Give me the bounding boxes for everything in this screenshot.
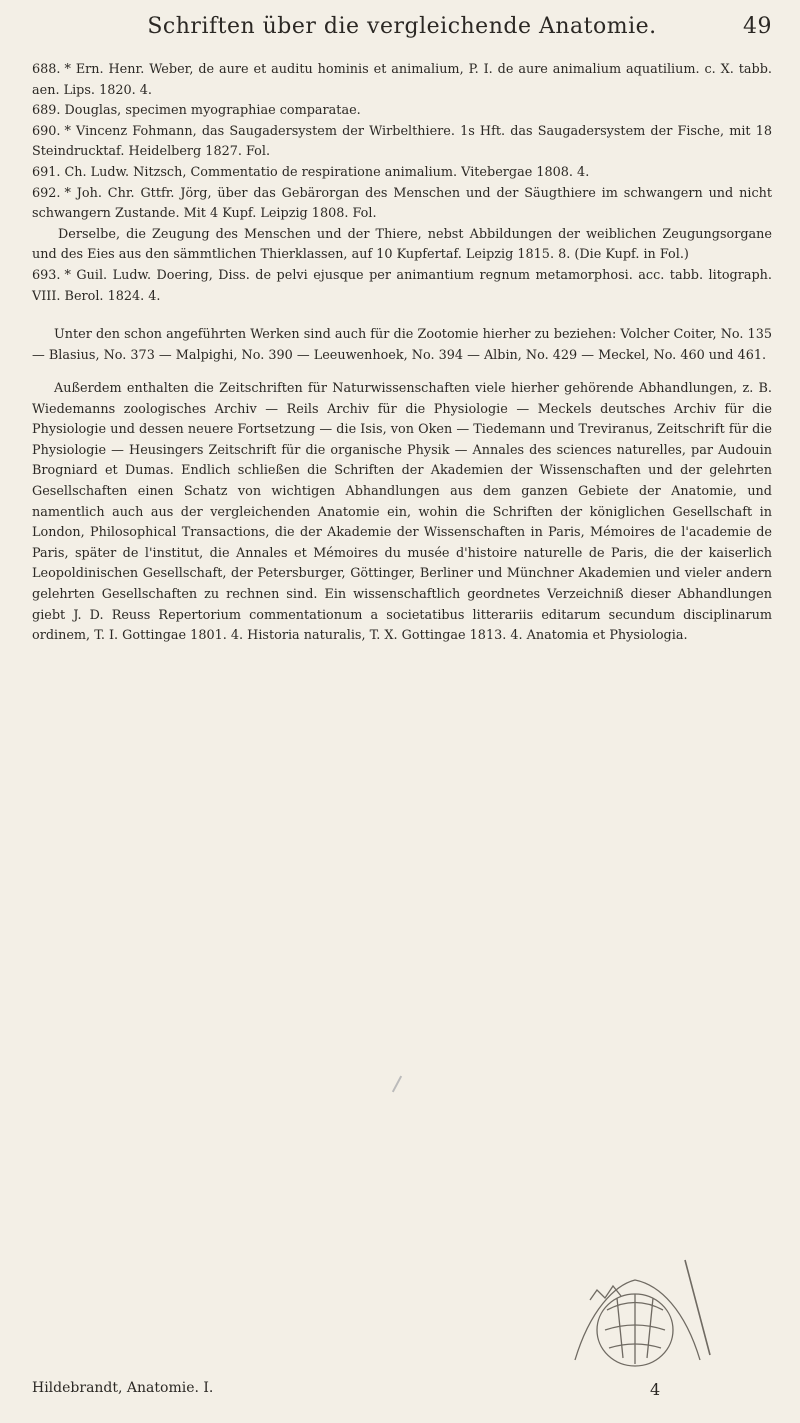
bibliography-entry [32,266,772,307]
bibliography-entry [32,184,772,225]
entry-number: 692. [32,185,61,201]
bibliography-entry [32,122,772,163]
paragraph-journals: Außerdem enthalten die Zeitschriften für Naturwissenschaften viele hierher gehörende Abhandlungen, z. B. Wiedemanns zoologisches Archiv — Reils Archiv für die Physiologie — Meckels deutsches Archiv für die Physiologie und dessen neuere Fortsetzung — die Isis, von Oken — Tiedemann und Treviranus, Zeitschrift für die Physiologie — Heusingers Zeitschrift für die organische Physik — Annales des sciences naturelles, par Audouin Brogniard et Dumas. Endlich schließen die Schriften der Akademien der Wissenschaften und der gelehrten Gesellschaften einen Schatz von wichtigen Abhandlungen aus dem ganzen Gebiete der Anatomie, und namentlich auch aus der vergleichenden Anatomie ein, wohin die Schriften der königlichen Gesellschaft in London, Philosophical Transactions, die der Akademie der Wissenschaften in Paris, Mémoires de l'academie de Paris, später de l'institut, die Annales et Mémoires du musée d'histoire naturelle de Paris, die der kaiserlich Leopoldinischen Gesellschaft, der Petersburger, Göttinger, Berliner und Münchner Akademien und vieler andern gelehrten Gesellschaften zu rechnen sind. Ein wissenschaftlich geordnetes Verzeichniß dieser Abhandlungen giebt J. D. Reuss Repertorium commentationum a societatibus litterariis editarum secundum disciplinarum ordinem, T. I. Gottingae 1801. 4. Historia naturalis, T. X. Gottingae 1813. 4. Anatomia et Physiologia. [32,381,772,644]
bibliography-entry [32,101,772,122]
bibliography-entry [32,225,772,266]
entry-number: 691. [32,164,61,180]
bibliography-entry [32,60,772,101]
entry-text: * Vincenz Fohmann, das Saugadersystem der Wirbelthiere. 1s Hft. das Saugadersystem der Fische, mit 18 Steindrucktaf. Heidelberg 1827. Fol. [32,123,772,160]
entry-number: 690. [32,123,61,139]
entry-text: * Guil. Ludw. Doering, Diss. de pelvi ejusque per animantium regnum metamorphosi. acc. tabb. litograph. VIII. Berol. 1824. 4. [32,267,772,304]
entry-text: Douglas, specimen myographiae comparatae. [64,103,361,119]
entry-text: Ch. Ludw. Nitzsch, Commentatio de respiratione animalium. Vitebergae 1808. 4. [64,164,590,180]
page-footer [32,1380,772,1410]
running-title: Schriften über die vergleichende Anatomie. [147,14,657,39]
entry-number: 693. [32,267,61,283]
entry-text: * Ern. Henr. Weber, de aure et auditu hominis et animalium, P. I. de aure animalium aquatilium. c. X. tabb. aen. Lips. 1820. 4. [32,62,772,98]
entry-number: 689. [32,103,61,119]
paragraph-zootomy-references: Unter den schon angeführten Werken sind auch für die Zootomie hierher zu beziehen: Volcher Coiter, No. 135 — Blasius, No. 373 — Malpighi, No. 390 — Leeuwenhoek, No. 394 — Albin, No. 429 — Meckel, No. 460 und 461. [32,327,772,363]
library-stamp [535,1240,735,1380]
entry-number: 688. [32,62,61,77]
entry-text: * Joh. Chr. Gttfr. Jörg, über das Gebärorgan des Menschen und der Säugthiere im schwangern und nicht schwangern Zustande. Mit 4 Kupf. Leipzig 1808. Fol. [32,185,772,222]
paper-speck [392,1076,402,1093]
bibliography-entry [32,163,772,184]
running-header [32,14,772,48]
signature-mark: 4 [650,1380,661,1399]
footer-author-title: Hildebrandt, Anatomie. I. [32,1380,214,1396]
page-body [32,60,772,647]
entry-text: Derselbe, die Zeugung des Menschen und der Thiere, nebst Abbildungen der weiblichen Zeugungsorgane und des Eies aus den sämmtlichen Thierklassen, auf 10 Kupfertaf. Leipzig 1815. 8. (Die Kupf. in Fol.) [32,226,772,263]
page-number: 49 [743,14,772,39]
